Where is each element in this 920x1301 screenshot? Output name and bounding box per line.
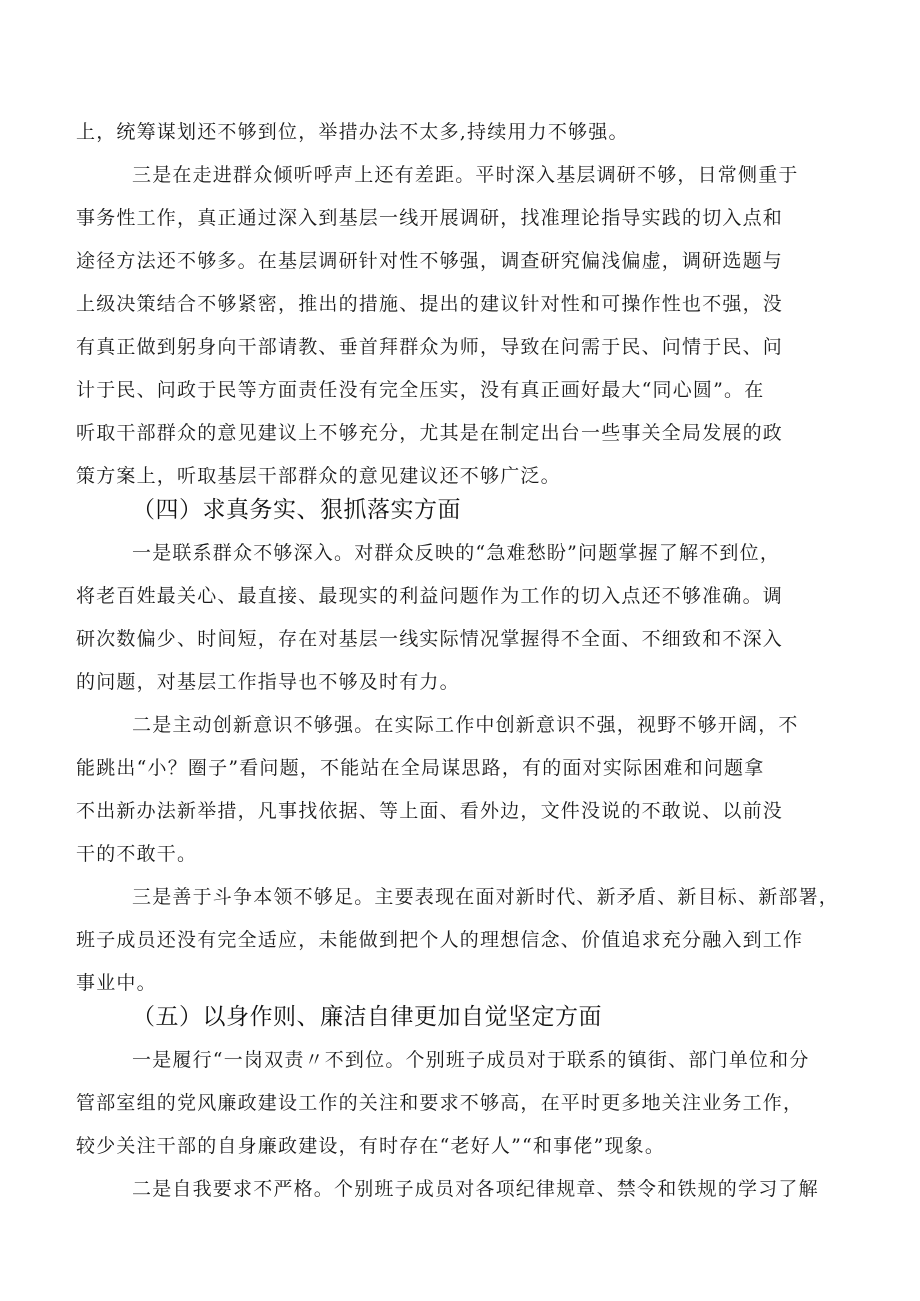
paragraph-line: 三是善于斗争本领不够足。主要表现在面对新时代、新矛盾、新目标、新部署， <box>132 886 840 908</box>
paragraph-line: 策方案上，听取基层干部群众的意见建议还不够广泛。 <box>76 465 561 487</box>
paragraph-line: 事务性工作，真正通过深入到基层一线开展调研，找准理论指导实践的切入点和 <box>76 207 784 229</box>
paragraph-line: 班子成员还没有完全适应，未能做到把个人的理想信念、价值追求充分融入到工作 <box>76 929 804 951</box>
paragraph-line: 上，统筹谋划还不够到位，举措办法不太多,持续用力不够强。 <box>76 121 629 143</box>
paragraph-line: 二是主动创新意识不够强。在实际工作中创新意识不强，视野不够开阔，不 <box>132 714 799 736</box>
paragraph-line: 管部室组的党风廉政建设工作的关注和要求不够高，在平时更多地关注业务工作， <box>76 1092 804 1114</box>
paragraph-line: 计于民、问政于民等方面责任没有完全压实，没有真正画好最大“同心圆”。在 <box>76 379 765 401</box>
paragraph-line: 听取干部群众的意见建议上不够充分，尤其是在制定出台一些事关全局发展的政 <box>76 422 784 444</box>
paragraph-line: 上级决策结合不够紧密，推出的措施、提出的建议针对性和可操作性也不强，没 <box>76 293 784 315</box>
paragraph-line: 一是履行“一岗双责〃不到位。个别班子成员对于联系的镇街、部门单位和分 <box>132 1049 810 1071</box>
section-heading: （四）求真务实、狠抓落实方面 <box>132 497 461 523</box>
paragraph-line: 较少关注干部的自身廉政建设，有时存在“老好人”“和事佬”现象。 <box>76 1135 666 1157</box>
paragraph-line: 途径方法还不够多。在基层调研针对性不够强，调查研究偏浅偏虚，调研选题与 <box>76 250 784 272</box>
paragraph-line: 研次数偏少、时间短，存在对基层一线实际情况掌握得不全面、不细致和不深入 <box>76 628 784 650</box>
paragraph-line: 有真正做到躬身向干部请教、垂首拜群众为师，导致在问需于民、问情于民、问 <box>76 336 784 358</box>
section-heading: （五）以身作则、廉洁自律更加自觉坚定方面 <box>132 1004 602 1030</box>
paragraph-line: 的问题，对基层工作指导也不够及时有力。 <box>76 671 460 693</box>
paragraph-line: 一是联系群众不够深入。对群众反映的“急难愁盼”问题掌握了解不到位， <box>132 542 781 564</box>
paragraph-line: 干的不敢干。 <box>76 843 198 865</box>
paragraph-line: 事业中。 <box>76 972 157 994</box>
paragraph-line: 二是自我要求不严格。个别班子成员对各项纪律规章、禁令和铁规的学习了解 <box>132 1178 819 1200</box>
paragraph-line: 将老百姓最关心、最直接、最现实的利益问题作为工作的切入点还不够准确。调 <box>76 585 784 607</box>
paragraph-line: 三是在走进群众倾听呼声上还有差距。平时深入基层调研不够，日常侧重于 <box>132 164 799 186</box>
paragraph-line: 能跳出“小？圈子”看问题，不能站在全局谋思路，有的面对实际困难和问题拿 <box>76 757 765 779</box>
paragraph-line: 不出新办法新举措，凡事找依据、等上面、看外边，文件没说的不敢说、以前没 <box>76 800 784 822</box>
